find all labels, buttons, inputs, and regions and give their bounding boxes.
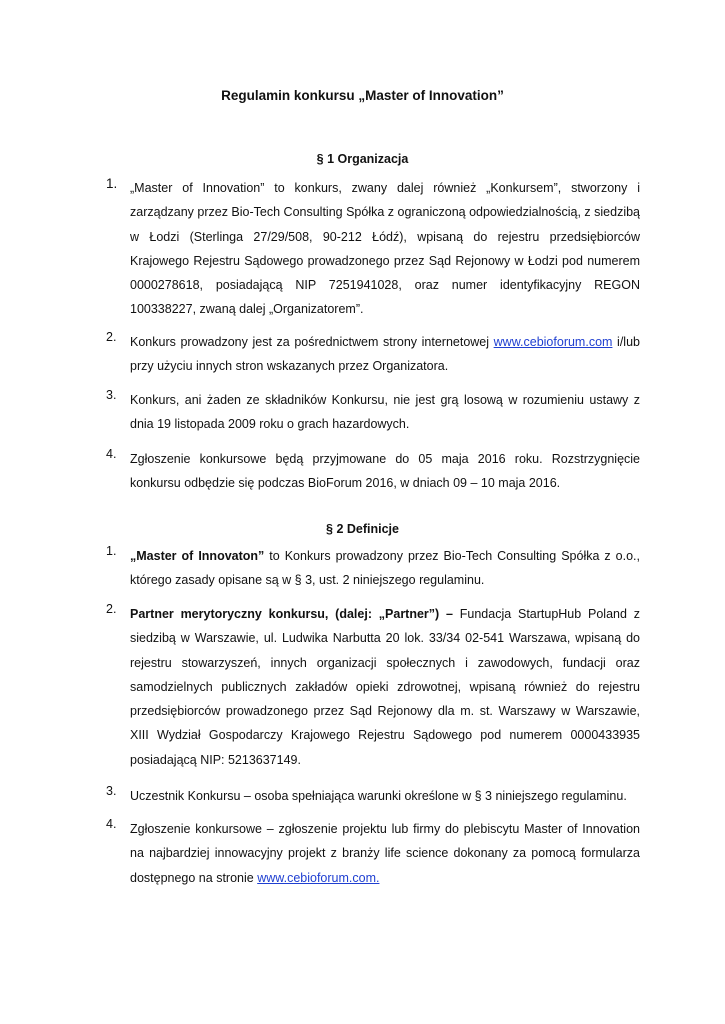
text-fragment: Konkurs prowadzony jest za pośrednictwem strony internetowej: [130, 335, 490, 349]
document-title: Regulamin konkursu „Master of Innovation”: [221, 88, 504, 103]
section-heading-definicje: § 2 Definicje: [326, 522, 399, 536]
section-heading-organizacja: § 1 Organizacja: [316, 152, 409, 166]
list-item: [106, 447, 640, 496]
list-item: [106, 544, 640, 593]
text-fragment: to Konkurs prowadzony przez Bio-Tech Consulting Spółka z o.o., którego zasady opisane są w § 3, ust. 2 niniejszego regulaminu.: [130, 549, 640, 588]
text-fragment: Zgłoszenie konkursowe – zgłoszenie projektu lub firmy do plebiscytu Master of Innovation na najbardziej innowacyjny projekt z branży life science dokonany za pomocą formularza dostępnego na stronie: [130, 822, 640, 885]
list-item-text: [130, 602, 640, 772]
list-item-text: [130, 544, 640, 593]
website-link[interactable]: www.cebioforum.com.: [257, 870, 380, 885]
list-item-text: Uczestnik Konkursu – osoba spełniająca warunki określone w § 3 niniejszego regulaminu.: [130, 789, 627, 803]
list-item-text: Zgłoszenie konkursowe będą przyjmowane do 05 maja 2016 roku. Rozstrzygnięcie konkursu odbędzie się podczas BioForum 2016, w dniach 09 – 10 maja 2016.: [130, 452, 640, 491]
list-item-number: 3.: [106, 388, 117, 402]
defined-term: Partner merytoryczny konkursu, (dalej: „Partner”) –: [130, 607, 453, 621]
list-item: [106, 817, 640, 890]
list-item-number: 2.: [106, 330, 117, 344]
list-item-number: 1.: [106, 176, 118, 191]
list-item-number: 4.: [106, 447, 117, 461]
list-item-number: 3.: [106, 784, 117, 798]
list-item-text: „Master of Innovation” to konkurs, zwany dalej również „Konkursem”, stworzony i zarządzany przez Bio-Tech Consulting Spółka z ograniczoną odpowiedzialnością, z siedzibą w Łodzi (Sterlinga 27/29/508, 90-212 Łódź), wpisaną do rejestru przedsiębiorców Krajowego Rejestru Sądowego prowadzonego przez Sąd Rejonowy w Łodzi pod numerem 0000278618, posiadającą NIP 7251941028, oraz numer identyfikacyjny REGON 100338227, zwaną dalej „Organizatorem”.: [130, 181, 641, 317]
website-link[interactable]: www.cebioforum.com: [493, 335, 613, 349]
list-item: [106, 784, 640, 808]
list-item-number: 1.: [106, 544, 117, 558]
list-item: [106, 388, 640, 437]
list-item-text: [130, 330, 640, 379]
list-item-number: 2.: [106, 602, 117, 616]
list-item: [106, 330, 640, 379]
text-fragment: i/lub przy użyciu innych stron wskazanych przez Organizatora.: [130, 335, 640, 374]
list-item-text: Konkurs, ani żaden ze składników Konkursu, nie jest grą losową w rozumieniu ustawy z dnia 19 listopada 2009 roku o grach hazardowych.: [130, 393, 640, 432]
list-item-number: 4.: [106, 817, 117, 831]
list-item: [106, 176, 640, 322]
list-item: [106, 602, 640, 772]
list-item-text: [130, 817, 640, 890]
text-fragment: Fundacja StartupHub Poland z siedzibą w Warszawie, ul. Ludwika Narbutta 20 lok. 33/34 02-541 Warszawa, wpisaną do rejestru stowarzyszeń, innych organizacji społecznych i zawodowych, fundacji oraz samodzielnych publicznych zakładów opieki zdrowotnej, wpisaną również do rejestru przedsiębiorców prowadzonego przez Sąd Rejonowy dla m. st. Warszawy w Warszawie, XIII Wydział Gospodarczy Krajowego Rejestru Sądowego pod numerem 0000433935 posiadającą NIP: 5213637149.: [130, 607, 640, 767]
defined-term: „Master of Innovaton”: [130, 549, 265, 563]
